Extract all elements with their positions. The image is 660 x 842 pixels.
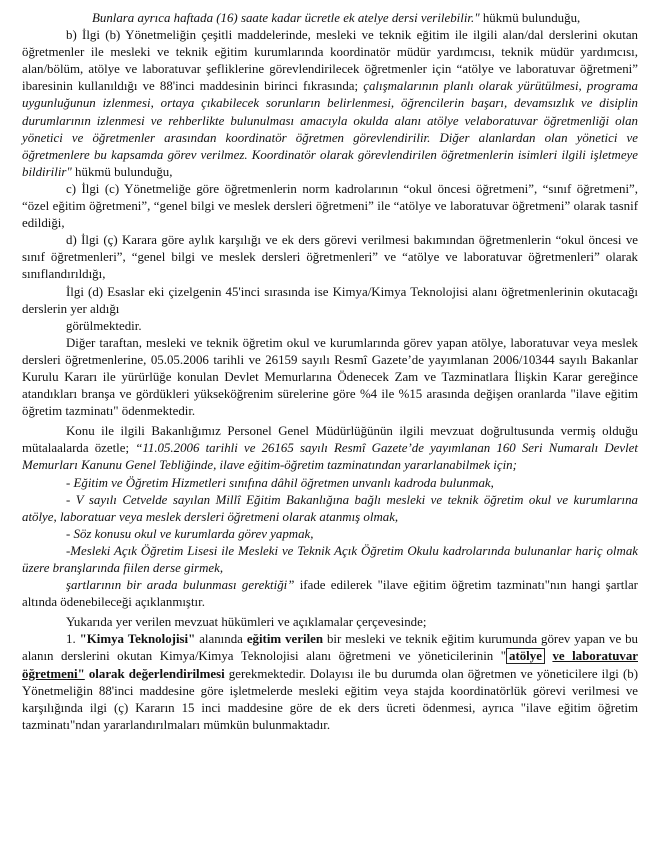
paragraph-c: c) İlgi (c) Yönetmeliğe göre öğretmenlerin norm kadrolarının “okul öncesi öğretmeni”, “sınıf öğretmeni”, “özel eğitim öğretmeni”, “genel bilgi ve meslek dersleri öğretmeni” ile “atölye ve laboratuvar öğretmeni” olarak tasnif edildiği, [22,181,638,231]
paragraph-h-text: ifade edilerek "ilave eğitim öğretim tazminatı"nın hangi şartlar altında ödenebileceği açıklanmıştır. [22,578,638,610]
quote-text: Bunlara ayrıca haftada (16) saate kadar ücretle ek atelye dersi verilebilir." [92,11,480,25]
paragraph-e-end: görülmektedir. [66,318,142,333]
conclusion-bold-3: olarak değerlendirilmesi [84,666,225,681]
conclusion-bold-2: eğitim verilen [246,632,324,647]
paragraph-g-quote: “11.05.2006 tarihli ve 26165 sayılı Resmî Gazete’de yayımlanan 160 Seri Numaralı Devlet Memurları Kanunu Genel Tebliğinde, ilave eğitim-öğretim tazminatından yararlanabilmek için; [22,441,638,473]
conclusion-text-3: gerekmektedir. Dolayısı ile bu durumda olan öğretmen ve yöneticilere ilgi (b) Yönetmeliğin 88'inci maddesine göre işletmelerde mesleki eğitim veya stajda koordinatörlük görevi verilmesi ve karşılığında ilgi (ç) Kararın 15 inci maddesine göre de ek ders ücreti ödenmesi, ayrıca "ilave eğitim öğretim tazminatı"ndan yararlandırılmaları mümkün bulunmaktadır. [22,666,638,732]
paragraph-e: İlgi (d) Esaslar eki çizelgenin 45'inci sırasında ise Kimya/Kimya Teknolojisi alanı öğretmenlerinin okutacağı derslerin yer aldığı [22,284,638,316]
paragraph-d: d) İlgi (ç) Karara göre aylık karşılığı ve ek ders görevi verilmesi bakımından öğretmenlerin “okul öncesi ve sınıf öğretmenleri”, “genel bilgi ve meslek dersleri öğretmenleri” ve “atölye ve laboratuvar öğretmenleri” olarak sınıflandırıldığı, [22,233,638,282]
list-item-2: - V sayılı Cetvelde sayılan Millî Eğitim Bakanlığına bağlı mesleki ve teknik öğretim okul ve kurumlarına atölye, laboratuar veya meslek dersleri öğretmeni olarak atanmış olmak, [22,492,638,524]
paragraph-f: Diğer taraftan, mesleki ve teknik öğretim okul ve kurumlarında görev yapan atölye, laboratuvar veya meslek dersleri öğretmenlerine, 05.05.2006 tarihli ve 26159 sayılı Resmî Gazete’de yayımlanan 2006/10344 sayılı Bakanlar Kurulu Kararı ile yürürlüğe konulan Devlet Memurlarına Ödenecek Zam ve Tazminatlara İlişkin Karar gereğince atandıkları branşa ve gördükleri yükseköğrenim sürelerine göre %4 ile %15 arasında değişen oranlarda "ilave eğitim öğretim tazminatı" ödenmektedir. [22,335,638,419]
list-item-3: - Söz konusu okul ve kurumlarda görev yapmak, [66,526,314,541]
quote-suffix: hükmü bulunduğu, [479,11,581,25]
list-item-1: - Eğitim ve Öğretim Hizmetleri sınıfına dâhil öğretmen unvanlı kadroda bulunmak, [66,475,494,490]
conclusion-text-1: alanında [195,632,247,647]
paragraph-conclusion [22,631,638,734]
paragraph-g [22,423,638,474]
paragraph-b-quote: çalışmalarının planlı olarak yürütülmesi, programa uygunluğunun izlenmesi, ortaya çıkabilecek sorunların belirlenmesi, öğrencilerin başarı, devamsızlık ve disiplin durumlarının izlenmesi ve rehberlikte bulunulması amacıyla okulda alanı atölye velaboratuvar öğretmenliği olan yönetici ve öğretmenler arasından koordinatör öğretmen görevlendirilir. Diğer alanlardan olan yönetici ve öğretmenlere bu kapsamda görev verilmez. Koordinatör olarak görevlendirilen öğretmenlerin isimleri ilgili işletmeye bildirilir" [22,79,638,179]
paragraph-b-suffix: hükmü bulunduğu, [71,164,173,179]
conclusion-boxed-2: ve laboratuvar öğretmeni" [22,649,638,681]
paragraph-h [22,577,638,611]
paragraph-i: Yukarıda yer verilen mevzuat hükümleri ve açıklamalar çerçevesinde; [66,615,427,630]
conclusion-number: 1. [66,632,80,647]
paragraph-b-text: b) İlgi (b) Yönetmeliğin çeşitli maddelerinde, mesleki ve teknik eğitim ile ilgili alan/dal derslerini okutan öğretmenler ile mesleki ve teknik eğitim kurumlarında koordinatör müdür yardımcısı, teknik müdür yardımcısı, alan/bölüm, atölye ve laboratuvar şefliklerine görevlendirilecek öğretmenler için “atölye ve laboratuvar öğretmeni” ibaresinin kullanıldığı ve 88'inci maddesinin birinci fıkrasında; [22,28,638,94]
paragraph-b [22,27,638,181]
conclusion-text-2: bir mesleki ve teknik eğitim kurumunda görev yapan ve bu alanın derslerini okutan Kimya/Kimya Teknolojisi alanı öğretmeni ve yöneticilerinin " [22,632,638,664]
paragraph-h-quote: şartlarının bir arada bulunması gerektiği” [66,578,295,593]
list-item-4: -Mesleki Açık Öğretim Lisesi ile Mesleki ve Teknik Açık Öğretim Okulu kadrolarında bulunanlar hariç olmak üzere branşlarında fiilen derse girmek, [22,543,638,575]
paragraph-quote-end [22,10,638,27]
conclusion-bold-1: "Kimya Teknolojisi" [79,632,196,647]
conclusion-boxed-1: atölye [506,648,545,664]
paragraph-g-text: Konu ile ilgili Bakanlığımız Personel Genel Müdürlüğünün ilgili mevzuat doğrultusunda vermiş olduğu mütalaalarda özetle; [22,424,638,456]
